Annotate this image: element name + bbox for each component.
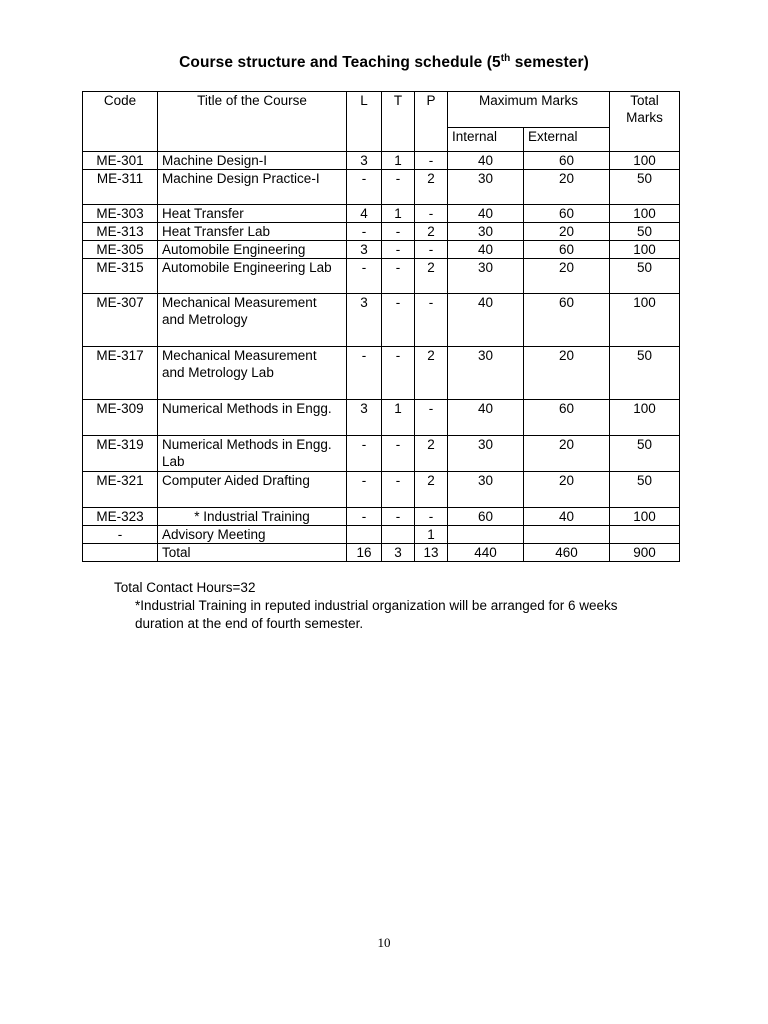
table-cell-title: Mechanical Measurement and Metrology bbox=[158, 294, 347, 347]
table-cell-t bbox=[382, 526, 415, 544]
table-cell-external: 60 bbox=[524, 241, 610, 259]
table-cell-t: - bbox=[382, 508, 415, 526]
table-cell-title: Total bbox=[158, 544, 347, 562]
table-cell-l: 3 bbox=[347, 294, 382, 347]
table-cell-internal: 30 bbox=[448, 347, 524, 400]
table-cell-title: Machine Design Practice-I bbox=[158, 170, 347, 205]
table-cell-internal: 40 bbox=[448, 205, 524, 223]
table-cell-title: Automobile Engineering Lab bbox=[158, 259, 347, 294]
table-cell-t: 1 bbox=[382, 400, 415, 436]
table-cell-total bbox=[610, 526, 680, 544]
table-cell-p: - bbox=[415, 205, 448, 223]
table-cell-t: - bbox=[382, 347, 415, 400]
table-cell-external: 20 bbox=[524, 170, 610, 205]
table-cell-l: 4 bbox=[347, 205, 382, 223]
table-cell-total: 50 bbox=[610, 223, 680, 241]
table-cell-p: 2 bbox=[415, 223, 448, 241]
page-title-superscript: th bbox=[500, 53, 511, 64]
table-cell-total: 100 bbox=[610, 508, 680, 526]
table-cell-internal: 60 bbox=[448, 508, 524, 526]
table-cell-total: 100 bbox=[610, 241, 680, 259]
table-cell-internal: 40 bbox=[448, 152, 524, 170]
page-title-text: Course structure and Teaching schedule (5 bbox=[179, 54, 501, 71]
table-cell-l: 3 bbox=[347, 152, 382, 170]
table-cell-code bbox=[83, 544, 158, 562]
table-cell-p: 2 bbox=[415, 472, 448, 508]
table-cell-code: ME-315 bbox=[83, 259, 158, 294]
page-title-suffix: semester) bbox=[510, 54, 589, 71]
table-cell-t: 1 bbox=[382, 205, 415, 223]
table-cell-total: 900 bbox=[610, 544, 680, 562]
header-t: T bbox=[382, 92, 415, 152]
table-cell-l: - bbox=[347, 436, 382, 472]
table-cell-external: 20 bbox=[524, 347, 610, 400]
table-cell-internal: 40 bbox=[448, 241, 524, 259]
table-cell-external: 60 bbox=[524, 400, 610, 436]
course-table bbox=[82, 91, 680, 562]
table-cell-code: ME-301 bbox=[83, 152, 158, 170]
header-total-marks: Total Marks bbox=[610, 92, 680, 152]
table-cell-l: 3 bbox=[347, 241, 382, 259]
table-cell-p: - bbox=[415, 152, 448, 170]
table-cell-external: 20 bbox=[524, 436, 610, 472]
header-external: External bbox=[524, 128, 610, 152]
table-cell-t: 1 bbox=[382, 152, 415, 170]
table-cell-total: 100 bbox=[610, 294, 680, 347]
table-cell-l: - bbox=[347, 347, 382, 400]
table-cell-l: 16 bbox=[347, 544, 382, 562]
table-cell-p: - bbox=[415, 508, 448, 526]
table-cell-total: 50 bbox=[610, 347, 680, 400]
table-cell-total: 50 bbox=[610, 436, 680, 472]
table-cell-p: 2 bbox=[415, 259, 448, 294]
table-cell-internal: 40 bbox=[448, 294, 524, 347]
industrial-training-note: *Industrial Training in reputed industrial organization will be arranged for 6 weeks duration at the end of fourth semester. bbox=[135, 598, 618, 631]
table-cell-title: Machine Design-I bbox=[158, 152, 347, 170]
header-internal: Internal bbox=[448, 128, 524, 152]
table-cell-p: - bbox=[415, 400, 448, 436]
table-cell-title: Numerical Methods in Engg. bbox=[158, 400, 347, 436]
table-cell-t: - bbox=[382, 223, 415, 241]
table-cell-title: Heat Transfer Lab bbox=[158, 223, 347, 241]
table-cell-t: 3 bbox=[382, 544, 415, 562]
table-cell-l: - bbox=[347, 223, 382, 241]
table-cell-title: Numerical Methods in Engg. Lab bbox=[158, 436, 347, 472]
header-code: Code bbox=[83, 92, 158, 152]
table-cell-external: 60 bbox=[524, 294, 610, 347]
table-cell-total: 100 bbox=[610, 205, 680, 223]
header-maximum-marks: Maximum Marks bbox=[448, 92, 610, 128]
table-cell-title: * Industrial Training bbox=[158, 508, 347, 526]
table-cell-external: 20 bbox=[524, 223, 610, 241]
table-cell-external: 60 bbox=[524, 152, 610, 170]
table-cell-total: 50 bbox=[610, 259, 680, 294]
table-cell-internal: 30 bbox=[448, 472, 524, 508]
table-cell-title: Mechanical Measurement and Metrology Lab bbox=[158, 347, 347, 400]
table-cell-external: 20 bbox=[524, 259, 610, 294]
table-cell-l: 3 bbox=[347, 400, 382, 436]
table-cell-code: ME-311 bbox=[83, 170, 158, 205]
table-cell-external: 40 bbox=[524, 508, 610, 526]
table-cell-code: ME-305 bbox=[83, 241, 158, 259]
table-cell-internal: 30 bbox=[448, 436, 524, 472]
table-cell-code: - bbox=[83, 526, 158, 544]
table-cell-internal: 30 bbox=[448, 223, 524, 241]
table-cell-code: ME-313 bbox=[83, 223, 158, 241]
table-cell-total: 50 bbox=[610, 472, 680, 508]
table-cell-external: 460 bbox=[524, 544, 610, 562]
table-cell-external: 20 bbox=[524, 472, 610, 508]
table-cell-p: - bbox=[415, 241, 448, 259]
header-title: Title of the Course bbox=[158, 92, 347, 152]
table-cell-t: - bbox=[382, 472, 415, 508]
page-title bbox=[0, 53, 768, 72]
table-cell-p: 2 bbox=[415, 347, 448, 400]
table-cell-title: Advisory Meeting bbox=[158, 526, 347, 544]
table-cell-l: - bbox=[347, 259, 382, 294]
table-cell-l: - bbox=[347, 170, 382, 205]
total-contact-hours: Total Contact Hours=32 bbox=[114, 580, 256, 595]
table-cell-code: ME-323 bbox=[83, 508, 158, 526]
table-cell-total: 100 bbox=[610, 152, 680, 170]
table-cell-total: 50 bbox=[610, 170, 680, 205]
table-cell-code: ME-309 bbox=[83, 400, 158, 436]
table-cell-p: 2 bbox=[415, 436, 448, 472]
table-cell-code: ME-317 bbox=[83, 347, 158, 400]
table-cell-p: - bbox=[415, 294, 448, 347]
table-cell-internal: 440 bbox=[448, 544, 524, 562]
table-cell-p: 2 bbox=[415, 170, 448, 205]
table-cell-internal: 40 bbox=[448, 400, 524, 436]
table-cell-t: - bbox=[382, 170, 415, 205]
table-cell-t: - bbox=[382, 294, 415, 347]
table-cell-title: Automobile Engineering bbox=[158, 241, 347, 259]
table-cell-l bbox=[347, 526, 382, 544]
table-cell-p: 1 bbox=[415, 526, 448, 544]
table-cell-code: ME-319 bbox=[83, 436, 158, 472]
table-cell-external: 60 bbox=[524, 205, 610, 223]
table-cell-code: ME-321 bbox=[83, 472, 158, 508]
table-cell-external bbox=[524, 526, 610, 544]
table-cell-t: - bbox=[382, 241, 415, 259]
table-cell-internal: 30 bbox=[448, 170, 524, 205]
table-cell-code: ME-307 bbox=[83, 294, 158, 347]
page-number: 10 bbox=[377, 935, 391, 950]
table-cell-t: - bbox=[382, 259, 415, 294]
table-cell-l: - bbox=[347, 472, 382, 508]
table-cell-internal: 30 bbox=[448, 259, 524, 294]
header-l: L bbox=[347, 92, 382, 152]
table-cell-t: - bbox=[382, 436, 415, 472]
table-header-row bbox=[83, 92, 680, 128]
header-p: P bbox=[415, 92, 448, 152]
table-cell-p: 13 bbox=[415, 544, 448, 562]
table-cell-title: Computer Aided Drafting bbox=[158, 472, 347, 508]
table-cell-title: Heat Transfer bbox=[158, 205, 347, 223]
table-cell-l: - bbox=[347, 508, 382, 526]
table-cell-total: 100 bbox=[610, 400, 680, 436]
table-cell-internal bbox=[448, 526, 524, 544]
table-cell-code: ME-303 bbox=[83, 205, 158, 223]
